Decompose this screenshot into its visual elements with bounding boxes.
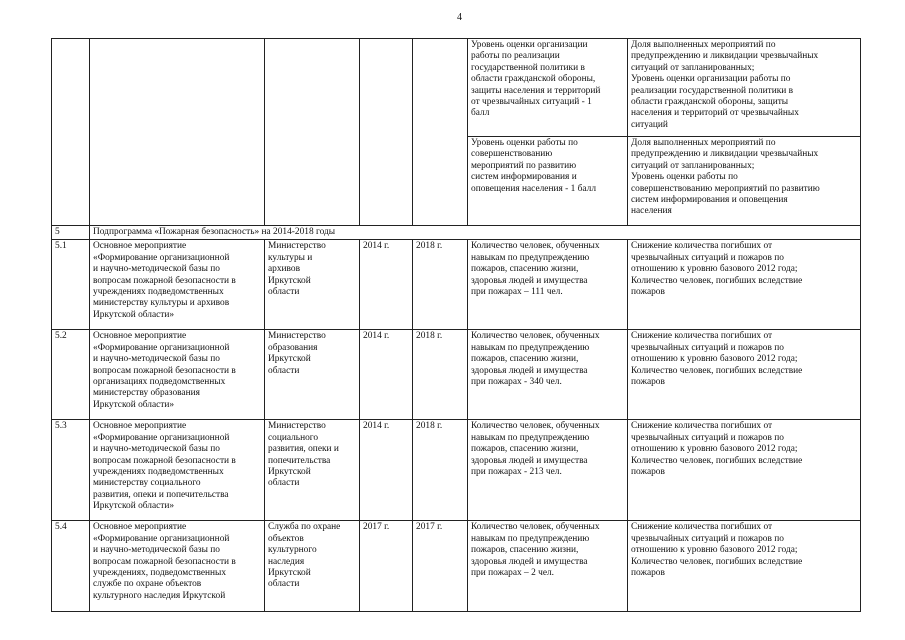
page-number: 4 xyxy=(457,12,462,23)
cell-activity: Основное мероприятие «Формирование организационной и научно-методической базы по вопросам пожарной безопасности в учреждениях, подведомственных службе по охране объектов культурного наследия Иркутской xyxy=(90,521,265,612)
table-row xyxy=(52,330,861,420)
cell-indicator: Уровень оценки работы по совершенствованию мероприятий по развитию систем информирования и оповещения населения - 1 балл xyxy=(468,137,628,226)
table-row xyxy=(52,521,861,612)
cell-activity: Основное мероприятие «Формирование организационной и научно-методической базы по вопросам пожарной безопасности в учреждениях подведомственных министерству культуры и архивов Иркутской области» xyxy=(90,240,265,330)
continuation-row xyxy=(52,39,861,137)
cell-end: 2018 г. xyxy=(413,240,468,330)
cell-start: 2014 г. xyxy=(360,330,413,420)
cell-num-empty xyxy=(52,39,90,226)
cell-executor: Министерство социального развития, опеки и попечительства Иркутской области xyxy=(265,420,360,521)
cell-start: 2014 г. xyxy=(360,240,413,330)
cell-result: Снижение количества погибших от чрезвычайных ситуаций и пожаров по отношению к уровню базового 2012 года; Количество человек, погибших вследствие пожаров xyxy=(628,521,861,612)
table-row xyxy=(52,240,861,330)
cell-result: Доля выполненных мероприятий по предупреждению и ликвидации чрезвычайных ситуаций от запланированных; Уровень оценки работы по совершенствованию мероприятий по развитию систем информирования и оповещения населения xyxy=(628,137,861,226)
cell-end-empty xyxy=(413,39,468,226)
cell-start-empty xyxy=(360,39,413,226)
program-activities-table xyxy=(51,38,861,612)
cell-indicator: Количество человек, обученных навыкам по предупреждению пожаров, спасению жизни, здоровья людей и имущества при пожарах – 111 чел. xyxy=(468,240,628,330)
cell-end: 2017 г. xyxy=(413,521,468,612)
cell-num: 5.2 xyxy=(52,330,90,420)
cell-executor: Министерство культуры и архивов Иркутской области xyxy=(265,240,360,330)
section-title: Подпрограмма «Пожарная безопасность» на 2014-2018 годы xyxy=(90,226,861,240)
cell-executor-empty xyxy=(265,39,360,226)
cell-indicator: Количество человек, обученных навыкам по предупреждению пожаров, спасению жизни, здоровья людей и имущества при пожарах – 2 чел. xyxy=(468,521,628,612)
cell-result: Доля выполненных мероприятий по предупреждению и ликвидации чрезвычайных ситуаций от запланированных; Уровень оценки организации работы по реализации государственной политики в области гражданской обороны, защиты населения и территорий от чрезвычайных ситуаций xyxy=(628,39,861,137)
cell-indicator: Количество человек, обученных навыкам по предупреждению пожаров, спасению жизни, здоровья людей и имущества при пожарах - 340 чел. xyxy=(468,330,628,420)
table-row xyxy=(52,420,861,521)
cell-result: Снижение количества погибших от чрезвычайных ситуаций и пожаров по отношению к уровню базового 2012 года; Количество человек, погибших вследствие пожаров xyxy=(628,330,861,420)
cell-result: Снижение количества погибших от чрезвычайных ситуаций и пожаров по отношению к уровню базового 2012 года; Количество человек, погибших вследствие пожаров xyxy=(628,420,861,521)
cell-num: 5.4 xyxy=(52,521,90,612)
section-number: 5 xyxy=(52,226,90,240)
cell-activity: Основное мероприятие «Формирование организационной и научно-методической базы по вопросам пожарной безопасности в учреждениях подведомственных министерству социального развития, опеки и попечительства Иркутской области» xyxy=(90,420,265,521)
cell-activity: Основное мероприятие «Формирование организационной и научно-методической базы по вопросам пожарной безопасности в организациях подведомственных министерству образования Иркутской области» xyxy=(90,330,265,420)
cell-indicator: Количество человек, обученных навыкам по предупреждению пожаров, спасению жизни, здоровья людей и имущества при пожарах - 213 чел. xyxy=(468,420,628,521)
cell-num: 5.1 xyxy=(52,240,90,330)
cell-activity-empty xyxy=(90,39,265,226)
section-header-row xyxy=(52,226,861,240)
cell-executor: Служба по охране объектов культурного наследия Иркутской области xyxy=(265,521,360,612)
cell-result: Снижение количества погибших от чрезвычайных ситуаций и пожаров по отношению к уровню базового 2012 года; Количество человек, погибших вследствие пожаров xyxy=(628,240,861,330)
cell-indicator: Уровень оценки организации работы по реализации государственной политики в области гражданской обороны, защиты населения и территорий от чрезвычайных ситуаций - 1 балл xyxy=(468,39,628,137)
cell-end: 2018 г. xyxy=(413,420,468,521)
cell-start: 2017 г. xyxy=(360,521,413,612)
cell-start: 2014 г. xyxy=(360,420,413,521)
cell-executor: Министерство образования Иркутской области xyxy=(265,330,360,420)
cell-end: 2018 г. xyxy=(413,330,468,420)
cell-num: 5.3 xyxy=(52,420,90,521)
